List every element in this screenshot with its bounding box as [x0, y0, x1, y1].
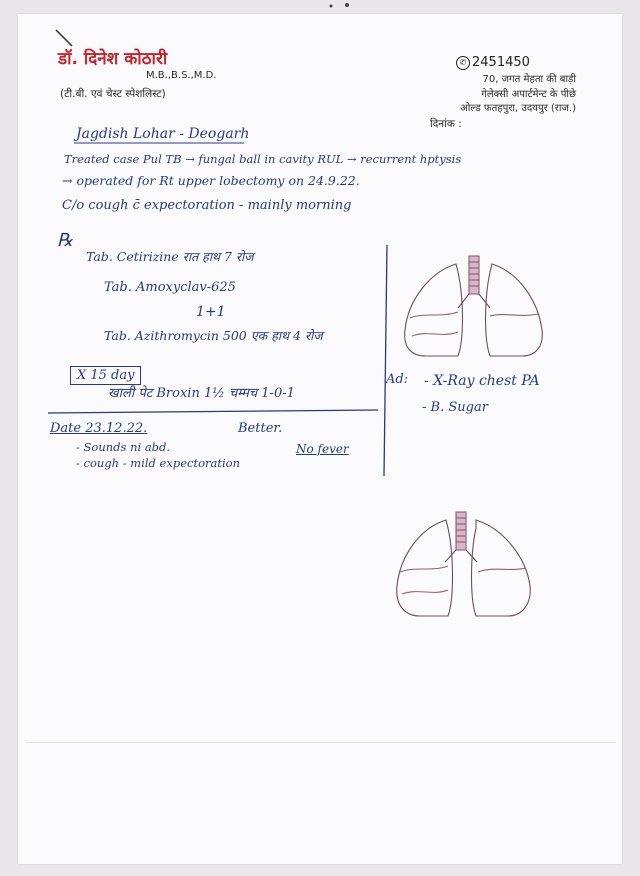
followup-fever: No fever — [296, 442, 349, 456]
advice-xray-text: X-Ray chest PA — [433, 373, 540, 389]
bronchus-right — [479, 294, 490, 308]
corner-pen-stroke — [56, 30, 72, 46]
advice-sugar: - B. Sugar — [422, 400, 488, 415]
doctor-name: डॉ. दिनेश कोठारी — [58, 49, 168, 69]
date-label: दिनांक : — [430, 118, 462, 130]
history-line-2: → operated for Rt upper lobectomy on 24.9.22. — [62, 173, 360, 188]
prescription-divider — [48, 410, 378, 413]
doctor-specialty: (टी.बी. एवं चेस्ट स्पेशलिस्ट) — [60, 88, 166, 100]
chief-complaint: C/o cough c̄ expectoration - mainly morning — [62, 198, 352, 213]
med-cetirizine: Tab. Cetirizine रात हाथ 7 रोज — [86, 249, 254, 264]
followup-date: Date 23.12.22. — [50, 421, 148, 436]
followup-note-1: - Sounds ni abd. — [76, 440, 171, 454]
history-line-1: Treated case Pul TB → fungal ball in cavity RUL → recurrent hptysis — [64, 152, 462, 166]
lungs-diagram-bottom — [397, 512, 531, 616]
phone-number: 2451450 — [472, 55, 530, 70]
followup-status: Better. — [238, 421, 283, 436]
address-line-3: ओल्ड फतहपुरा, उदयपुर (राज.) — [460, 103, 576, 114]
left-lung-outline-lower — [472, 520, 531, 616]
clinic-phone — [456, 55, 530, 70]
syrup-broxin: खाली पेट Broxin 1½ चम्मच 1-0-1 — [108, 386, 295, 401]
address-line-2: गेलेक्सी अपार्टमेन्ट के पीछे — [481, 88, 576, 100]
vertical-divider — [384, 245, 387, 476]
advice-sugar-text: B. Sugar — [430, 400, 488, 415]
rx-symbol: ℞ — [57, 230, 74, 251]
followup-note-2: - cough - mild expectoration — [76, 456, 240, 470]
med-amoxyclav-dose: 1+1 — [196, 304, 226, 320]
bronchus-left — [458, 294, 469, 308]
left-lung-outline — [486, 264, 543, 356]
duration-box: X 15 day — [70, 366, 141, 385]
followup-note-1-text: Sounds ni abd. — [83, 440, 171, 454]
patient-name: Jagdish Lohar - Deogarh — [76, 126, 250, 142]
med-azithromycin: Tab. Azithromycin 500 एक हाथ 4 रोज — [104, 328, 323, 343]
right-lung-outline-lower — [397, 520, 453, 616]
advice-xray: - X-Ray chest PA — [424, 373, 540, 389]
phone-icon: ✆ — [456, 56, 470, 70]
doctor-degrees: M.B.,B.S.,M.D. — [146, 70, 217, 81]
med-amoxyclav: Tab. Amoxyclav-625 — [104, 280, 236, 295]
lungs-diagram-top — [405, 256, 543, 356]
right-lung-outline — [405, 264, 463, 356]
address-line-1: 70, जगत मेहता की बाड़ी — [482, 74, 576, 85]
advice-label: Ad: — [386, 372, 409, 387]
followup-note-2-text: cough - mild expectoration — [83, 456, 240, 470]
clinic-address — [460, 73, 576, 117]
